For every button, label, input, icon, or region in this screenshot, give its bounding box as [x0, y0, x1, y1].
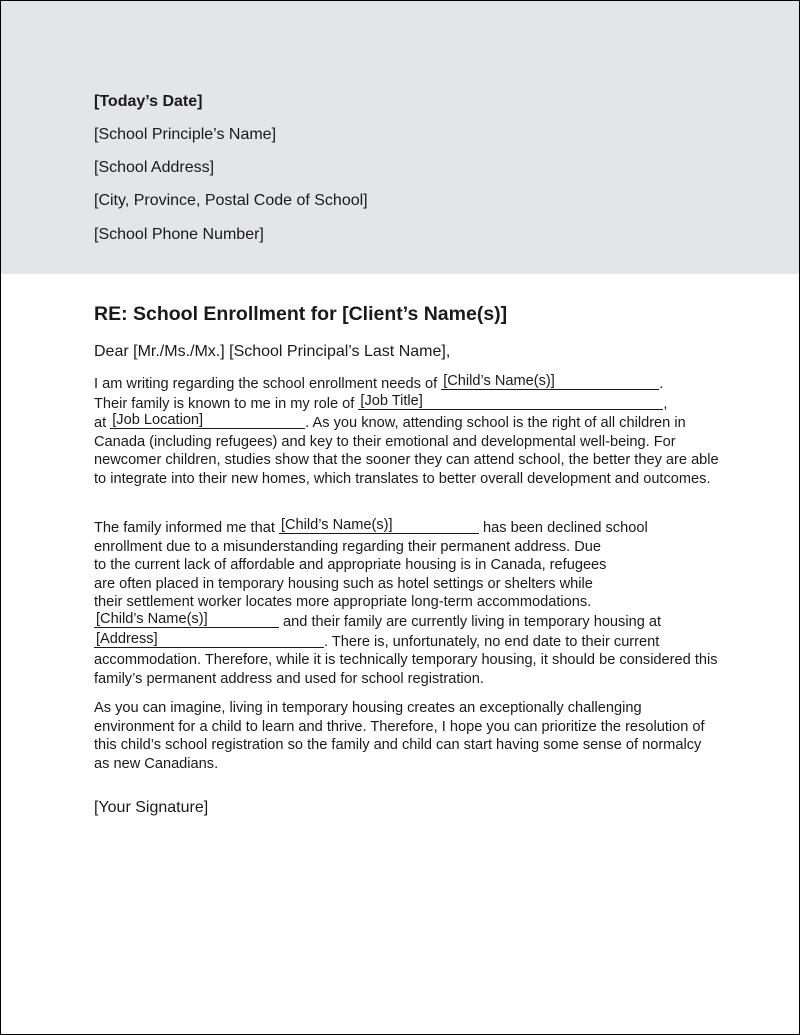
paragraph-1 — [94, 374, 719, 489]
paragraph-2 — [94, 518, 719, 688]
text: . — [659, 376, 664, 392]
todays-date: [Today’s Date] — [94, 93, 203, 110]
signature-placeholder: [Your Signature] — [94, 799, 209, 816]
text: . There is, unfortunately, no end date to their current accommodation. Therefore, while it is technically temporary housing, it should be considered this family’s permanent address and used for school registration. — [94, 633, 718, 687]
text: to the current lack of affordable and appropriate housing is in Canada, refugees — [94, 557, 607, 574]
subject-line: RE: School Enrollment for [Client’s Name(s)] — [94, 303, 508, 325]
address-field[interactable]: [Address] — [94, 632, 324, 648]
job-title-field[interactable]: [Job Title] — [358, 394, 663, 410]
text: I am writing regarding the school enrollment needs of — [94, 376, 442, 392]
text: Their family is known to me in my role of — [94, 395, 359, 412]
text: . As you know, attending school is the right of all children in Canada (including refugees) and key to their emotional and developmental well-being. For newcomer children, studies show that the sooner they can attend school, the better they are able to integrate into their new homes, which translates to better overall development and outcomes. — [94, 415, 719, 487]
child-name-field[interactable]: [Child’s Name(s)] — [94, 612, 279, 628]
child-name-field[interactable]: [Child’s Name(s)] — [441, 374, 659, 390]
salutation: Dear [Mr./Ms./Mx.] [School Principal’s Last Name], — [94, 343, 451, 360]
job-location-field[interactable]: [Job Location] — [110, 413, 305, 429]
school-phone: [School Phone Number] — [94, 226, 264, 243]
text: are often placed in temporary housing such as hotel settings or shelters while — [94, 575, 593, 592]
header-band — [1, 1, 799, 274]
text: enrollment due to a misunderstanding regarding their permanent address. Due — [94, 538, 602, 555]
paragraph-3: As you can imagine, living in temporary housing creates an exceptionally challenging environment for a child to learn and thrive. Therefore, I hope you can prioritize the resolution of this child’s school registration so the family and child can start having some sense of normalcy as new Canadians. — [94, 700, 705, 772]
text: has been declined school — [478, 520, 648, 536]
text: their settlement worker locates more appropriate long-term accommodations. — [94, 594, 592, 611]
text: and their family are currently living in temporary housing at — [279, 613, 662, 630]
child-name-field[interactable]: [Child’s Name(s)] — [279, 518, 479, 534]
text: The family informed me that — [94, 520, 279, 536]
city-province-postal: [City, Province, Postal Code of School] — [94, 192, 368, 209]
text: , — [663, 395, 668, 412]
school-address: [School Address] — [94, 159, 215, 176]
principal-name: [School Principle’s Name] — [94, 126, 277, 143]
text: at — [94, 415, 111, 432]
